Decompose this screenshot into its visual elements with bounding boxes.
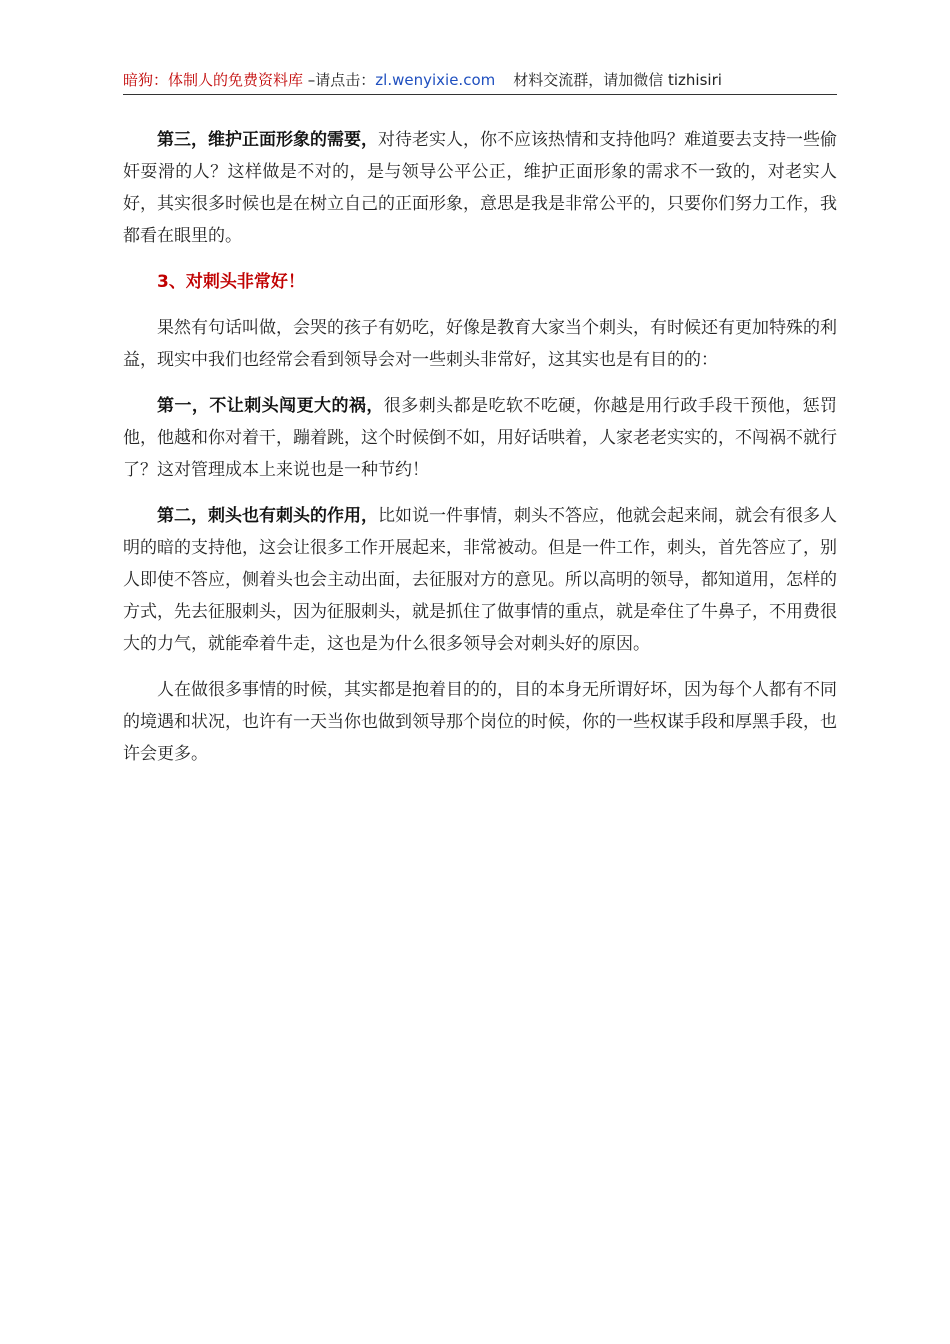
paragraph-intro [123, 312, 837, 376]
document-body [123, 124, 837, 784]
paragraph-point-two [123, 500, 837, 660]
header-separator: –请点击： [303, 71, 376, 89]
paragraph-text: 对待老实人，你不应该热情和支持他吗？难道要去支持一些偷奸耍滑的人？这样做是不对的，是与领导公平公正，维护正面形象的需求不一致的，对老实人好，其实很多时候也是在树立自己的正面形象，意思是我是非常公平的，只要你们努力工作，我都看在眼里的。 [123, 130, 837, 246]
header-wechat-note: 材料交流群，请加微信 tizhisiri [513, 71, 722, 89]
paragraph-text: 人在做很多事情的时候，其实都是抱着目的的，目的本身无所谓好坏，因为每个人都有不同的境遇和状况，也许有一天当你也做到领导那个岗位的时候，你的一些权谋手段和厚黑手段，也许会更多。 [123, 680, 837, 764]
paragraph-lead: 第三，维护正面形象的需要， [157, 130, 378, 150]
paragraph-point-three [123, 124, 837, 252]
header-brand: 暗狗：体制人的免费资料库 [123, 71, 304, 89]
paragraph-lead: 第二，刺头也有刺头的作用， [157, 506, 378, 526]
header-link[interactable]: zl.wenyixie.com [375, 71, 496, 89]
paragraph-text: 比如说一件事情，刺头不答应，他就会起来闹，就会有很多人明的暗的支持他，这会让很多工作开展起来，非常被动。但是一件工作，刺头，首先答应了，别人即使不答应，侧着头也会主动出面，去征服对方的意见。所以高明的领导，都知道用，怎样的方式，先去征服刺头，因为征服刺头，就是抓住了做事情的重点，就是牵住了牛鼻子，不用费很大的力气，就能牵着牛走，这也是为什么很多领导会对刺头好的原因。 [123, 506, 837, 654]
section-heading: 3、对刺头非常好！ [157, 272, 305, 292]
paragraph-conclusion [123, 674, 837, 770]
paragraph-text: 果然有句话叫做，会哭的孩子有奶吃，好像是教育大家当个刺头，有时候还有更加特殊的利益，现实中我们也经常会看到领导会对一些刺头非常好，这其实也是有目的的： [123, 318, 837, 370]
paragraph-point-one [123, 390, 837, 486]
paragraph-lead: 第一，不让刺头闯更大的祸， [157, 396, 384, 416]
page-header [123, 68, 837, 95]
paragraph-text: 很多刺头都是吃软不吃硬，你越是用行政手段干预他，惩罚他，他越和你对着干，蹦着跳，这个时候倒不如，用好话哄着，人家老老实实的，不闯祸不就行了？这对管理成本上来说也是一种节约！ [123, 396, 838, 480]
